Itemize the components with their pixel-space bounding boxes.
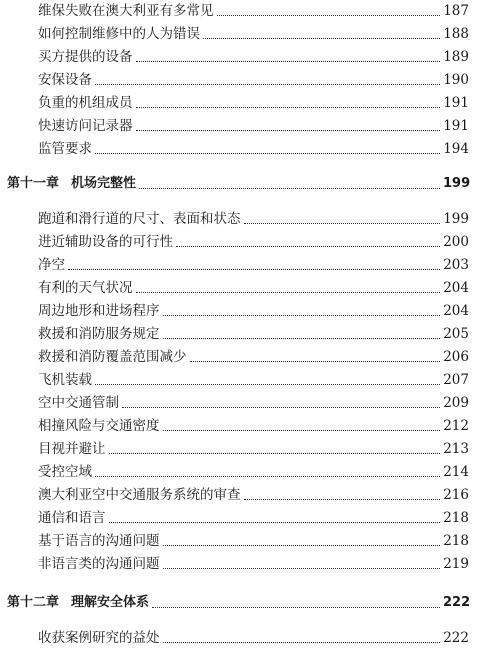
toc-entry-title: 目视并避让: [38, 441, 106, 457]
toc-entry-title: 救援和消防覆盖范围减少: [38, 349, 187, 365]
toc-chapter-page: 199: [443, 176, 471, 191]
toc-entry-page: 188: [443, 26, 469, 42]
toc-entry-page: 204: [443, 303, 469, 319]
toc-chapter-page: 222: [443, 595, 471, 610]
toc-entry-title: 监管要求: [38, 141, 92, 157]
toc-entry: [0, 278, 480, 298]
toc-entry-title: 安保设备: [38, 72, 92, 88]
toc-entry-title: 相撞风险与交通密度: [38, 418, 160, 434]
toc-entry-title: 维保失败在澳大利亚有多常见: [38, 3, 214, 19]
dot-leader: [109, 452, 441, 454]
toc-entry: [0, 93, 480, 113]
dot-leader: [136, 60, 441, 62]
toc-entry: [0, 416, 480, 436]
toc-entry-page: 213: [443, 441, 469, 457]
toc-chapter-title: 理解安全体系: [71, 595, 150, 610]
toc-entry: [0, 439, 480, 459]
dot-leader: [68, 268, 440, 270]
toc-entry: [0, 209, 480, 229]
toc-entry-title: 非语言类的沟通问题: [38, 556, 160, 572]
toc-entry-page: 222: [443, 630, 469, 646]
toc-entry-title: 飞机装载: [38, 372, 92, 388]
dot-leader: [163, 429, 441, 431]
toc-entry-page: 214: [443, 464, 469, 480]
toc-entry-page: 200: [443, 234, 469, 250]
toc-entry: [0, 531, 480, 551]
toc-entry-page: 207: [443, 372, 469, 388]
toc-entry: [0, 554, 480, 574]
toc-chapter-number: 第十二章: [7, 595, 60, 610]
dot-leader: [163, 314, 441, 316]
toc-entry: [0, 255, 480, 275]
toc-entry: [0, 628, 480, 648]
toc-entry-title: 买方提供的设备: [38, 49, 133, 65]
toc-chapter-heading: [7, 593, 149, 613]
dot-leader: [136, 106, 441, 108]
toc-entry: [0, 393, 480, 413]
toc-entry: [0, 47, 480, 67]
toc-entry-title: 如何控制维修中的人为错误: [38, 26, 200, 42]
toc-entry-title: 救援和消防服务规定: [38, 326, 160, 342]
toc-entry: [0, 24, 480, 44]
toc-entry: [0, 116, 480, 136]
dot-leader: [163, 544, 441, 546]
toc-entry-page: 187: [443, 3, 469, 19]
toc-entry-title: 跑道和滑行道的尺寸、表面和状态: [38, 211, 241, 227]
dot-leader: [190, 360, 441, 362]
toc-entry-title: 净空: [38, 257, 65, 273]
toc-entry-page: 204: [443, 280, 469, 296]
dot-leader: [176, 245, 440, 247]
toc-entry-page: 203: [443, 257, 469, 273]
toc-entry-page: 218: [443, 510, 469, 526]
toc-entry: [0, 1, 480, 21]
dot-leader: [139, 187, 440, 189]
dot-leader: [95, 475, 440, 477]
toc-entry-page: 206: [443, 349, 469, 365]
dot-leader: [203, 37, 440, 39]
toc-entry-title: 收获案例研究的益处: [38, 630, 160, 646]
toc-entry-page: 191: [443, 118, 469, 134]
toc-entry: [0, 301, 480, 321]
toc-entry-page: 218: [443, 533, 469, 549]
toc-entry-page: 212: [443, 418, 469, 434]
dot-leader: [122, 406, 440, 408]
toc-entry-page: 209: [443, 395, 469, 411]
toc-entry-page: 205: [443, 326, 469, 342]
toc-entry-page: 216: [443, 487, 469, 503]
toc-entry: [0, 508, 480, 528]
dot-leader: [217, 14, 441, 16]
toc-entry-page: 190: [443, 72, 469, 88]
toc-entry-page: 219: [443, 556, 469, 572]
toc-entry-title: 空中交通管制: [38, 395, 119, 411]
toc-chapter-heading: [7, 174, 136, 194]
dot-leader: [163, 567, 441, 569]
dot-leader: [136, 291, 441, 293]
toc-chapter: [0, 174, 480, 194]
dot-leader: [109, 521, 441, 523]
dot-leader: [95, 383, 440, 385]
toc-entry-title: 快速访问记录器: [38, 118, 133, 134]
toc-entry: [0, 462, 480, 482]
dot-leader: [163, 337, 441, 339]
toc-entry-title: 周边地形和进场程序: [38, 303, 160, 319]
toc-chapter: [0, 593, 480, 613]
toc-entry: [0, 347, 480, 367]
toc-entry: [0, 324, 480, 344]
toc-entry-page: 191: [443, 95, 469, 111]
dot-leader: [163, 641, 441, 643]
dot-leader: [152, 606, 440, 608]
toc-chapter-title: 机场完整性: [71, 176, 137, 191]
toc-entry-title: 通信和语言: [38, 510, 106, 526]
dot-leader: [244, 222, 441, 224]
toc-entry-page: 199: [443, 211, 469, 227]
toc-entry: [0, 70, 480, 90]
toc-entry: [0, 139, 480, 159]
toc-entry-title: 进近辅助设备的可行性: [38, 234, 173, 250]
toc-entry-title: 负重的机组成员: [38, 95, 133, 111]
toc-entry-page: 189: [443, 49, 469, 65]
toc-chapter-number: 第十一章: [7, 176, 60, 191]
dot-leader: [244, 498, 441, 500]
toc-entry-title: 受控空域: [38, 464, 92, 480]
toc-entry: [0, 232, 480, 252]
dot-leader: [95, 152, 440, 154]
toc-entry-title: 有利的天气状况: [38, 280, 133, 296]
toc-entry: [0, 485, 480, 505]
toc-entry-page: 194: [443, 141, 469, 157]
dot-leader: [136, 129, 441, 131]
toc-entry: [0, 370, 480, 390]
toc-entry-title: 基于语言的沟通问题: [38, 533, 160, 549]
toc-entry-title: 澳大利亚空中交通服务系统的审查: [38, 487, 241, 503]
dot-leader: [95, 83, 440, 85]
